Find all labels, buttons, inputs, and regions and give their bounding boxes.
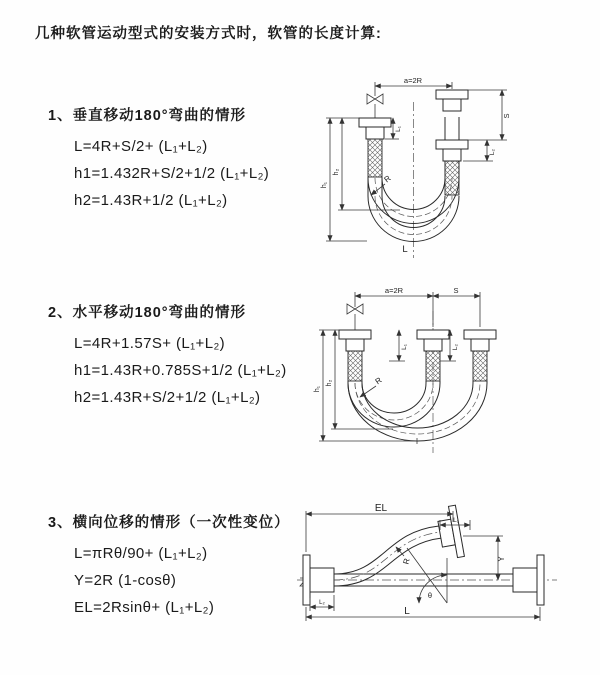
formula-l: L=4R+S/2+ (L₁+L₂) (74, 138, 208, 155)
formula-y: Y=2R (1-cosθ) (74, 572, 177, 589)
formula-l: L=4R+1.57S+ (L₁+L₂) (74, 335, 226, 352)
section-1-heading: 1、垂直移动180°弯曲的情形 (48, 108, 247, 124)
left-flange (303, 555, 334, 605)
valve-icon (367, 94, 383, 118)
dim-label-el: EL (374, 503, 388, 514)
dim-label-l1: L₁ (401, 344, 408, 350)
s-curve-hose (334, 526, 442, 586)
dim-label-stroke: S (453, 286, 459, 295)
valve-icon (347, 304, 363, 330)
left-fitting (339, 330, 371, 381)
section-3-heading: 3、横向位移的情形（一次性变位） (48, 515, 290, 531)
right-flange (513, 555, 544, 605)
right-fitting-lower (436, 140, 468, 195)
dim-label-span: a=2R (384, 286, 404, 295)
formula-h1: h1=1.432R+S/2+1/2 (L₁+L₂) (74, 165, 270, 182)
hose-braid (473, 351, 487, 381)
formula-h2: h2=1.43R+1/2 (L₁+L₂) (74, 192, 228, 209)
dim-label-span: a=2R (403, 76, 423, 85)
left-fitting (359, 118, 391, 177)
dim-label-radius: R (401, 557, 412, 566)
section-2-heading: 2、水平移动180°弯曲的情形 (48, 305, 247, 321)
dim-label-l2: L₂ (452, 343, 459, 351)
dim-label-l2: L₂ (489, 148, 496, 156)
section-vertical-180 (48, 104, 269, 214)
formula-l: L=πRθ/90+ (L₁+L₂) (74, 545, 208, 562)
right-fitting (464, 330, 496, 381)
page-title: 几种软管运动型式的安装方式时，软管的长度计算: (35, 26, 382, 42)
dim-label-h2: h₂ (326, 379, 333, 387)
hose-braid (445, 161, 459, 195)
right-fitting-upper (436, 90, 468, 111)
middle-fitting (417, 330, 449, 381)
displaced-flange (436, 505, 465, 560)
hose-braid (368, 139, 382, 177)
dim-label-l1: L₁ (453, 517, 459, 524)
dim-label-l1: L₁ (395, 126, 402, 132)
dim-label-h2: h₂ (333, 168, 340, 176)
dim-label-length: L (402, 244, 408, 255)
diagram-lateral-displacement (295, 500, 600, 650)
dim-label-stroke: S (502, 113, 511, 119)
hose-braid (426, 351, 440, 381)
diagram-horizontal-180-bend (313, 283, 600, 473)
dim-label-radius: R (373, 375, 384, 387)
formula-h2: h2=1.43R+S/2+1/2 (L₁+L₂) (74, 389, 261, 406)
hose-braid (348, 351, 362, 381)
angle-theta (407, 548, 447, 603)
dim-label-h1: h₁ (314, 385, 321, 393)
section-lateral-displacement (48, 511, 290, 621)
dim-label-l2: L₂ (319, 600, 325, 606)
formula-h1: h1=1.43R+0.785S+1/2 (L₁+L₂) (74, 362, 287, 379)
dim-label-radius: R (382, 173, 393, 185)
diagram-vertical-180-bend (315, 70, 595, 265)
formula-el: EL=2Rsinθ+ (L₁+L₂) (74, 599, 215, 616)
dim-label-length: L (404, 606, 410, 617)
section-horizontal-180 (48, 301, 287, 411)
dim-label-h1: h₁ (321, 181, 328, 189)
dim-label-theta: θ (427, 591, 433, 600)
dim-label-y: Y (497, 556, 506, 562)
